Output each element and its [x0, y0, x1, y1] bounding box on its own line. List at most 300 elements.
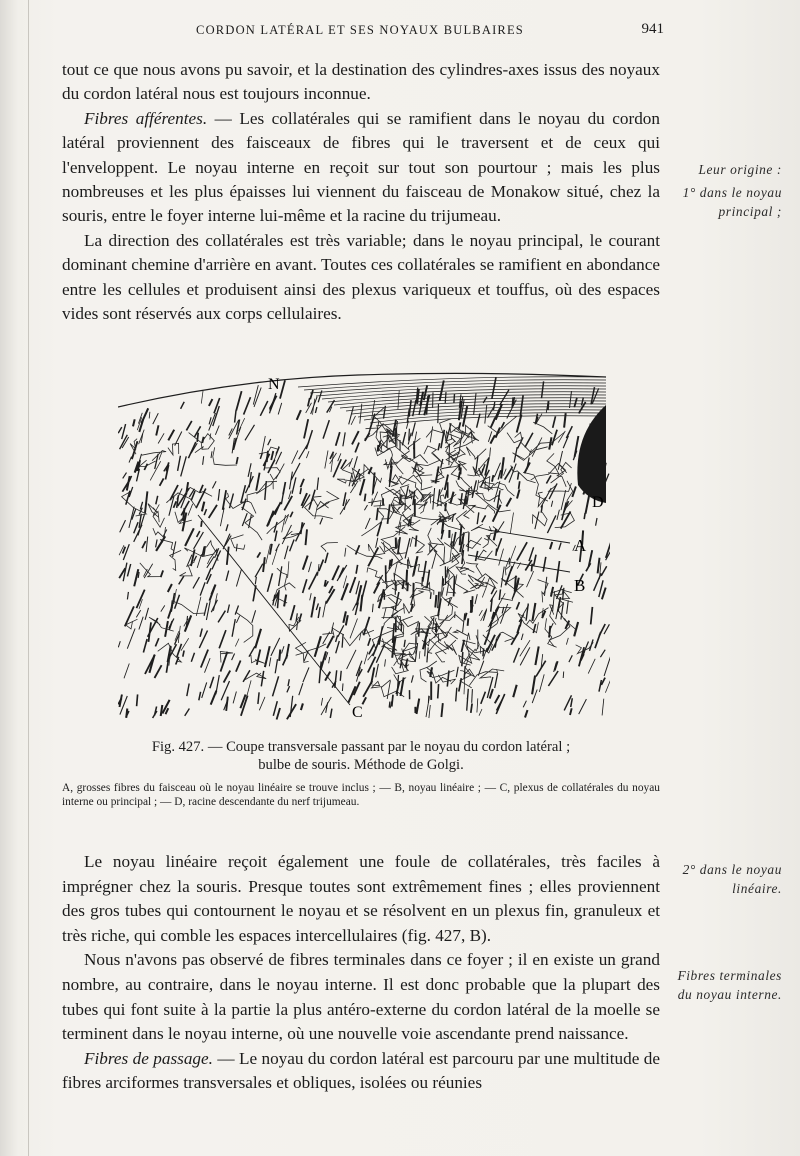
- fiber-stroke: [482, 515, 486, 522]
- fiber-stroke: [161, 605, 165, 611]
- fiber-stroke: [255, 564, 263, 578]
- fiber-stroke: [233, 692, 236, 704]
- fiber-stroke: [169, 619, 174, 629]
- fiber-stroke: [419, 651, 420, 659]
- fiber-stroke: [499, 589, 500, 600]
- fiber-stroke: [495, 639, 496, 648]
- fiber-stroke: [252, 610, 256, 623]
- collateral-branch: [476, 493, 511, 512]
- fiber-stroke: [201, 521, 202, 527]
- fiber-stroke: [463, 613, 465, 632]
- fiber-stroke: [332, 566, 339, 581]
- fiber-stroke: [430, 426, 433, 442]
- fiber-stroke: [282, 646, 285, 653]
- fiber-stroke: [351, 416, 355, 425]
- fiber-stroke: [327, 636, 333, 648]
- fiber-stroke: [373, 638, 380, 656]
- fiber-stroke: [557, 585, 563, 599]
- fiber-stroke: [551, 501, 552, 507]
- fiber-stroke: [245, 425, 255, 441]
- fiber-stroke: [444, 546, 445, 564]
- fiber-stroke: [118, 427, 122, 433]
- fiber-stroke: [229, 429, 233, 436]
- fiber-stroke: [492, 475, 493, 482]
- fiber-stroke: [303, 667, 309, 682]
- fiber-stroke: [552, 430, 557, 446]
- fiber-stroke: [494, 402, 495, 410]
- fiber-stroke: [471, 704, 472, 713]
- fiber-stroke: [311, 597, 315, 618]
- fiber-stroke: [481, 692, 486, 704]
- fiber-stroke: [161, 570, 163, 577]
- fiber-stroke: [320, 518, 323, 525]
- fiber-stroke: [297, 410, 301, 420]
- fiber-stroke: [267, 511, 274, 526]
- fiber-stroke: [211, 691, 217, 705]
- fiber-stroke: [317, 478, 318, 490]
- fiber-stroke: [567, 600, 569, 614]
- margin-note-terminal: Fibres terminales du noyau interne.: [677, 968, 782, 1002]
- fiber-stroke: [404, 640, 405, 647]
- fiber-stroke: [236, 457, 237, 464]
- fiber-stroke: [262, 436, 265, 453]
- fiber-stroke: [200, 582, 205, 595]
- fiber-stroke: [378, 624, 385, 642]
- fiber-stroke: [456, 688, 457, 702]
- fiber-stroke: [306, 451, 309, 458]
- fiber-stroke: [199, 692, 201, 701]
- fiber-stroke: [272, 549, 277, 565]
- fiber-stroke: [539, 674, 544, 692]
- fiber-stroke: [168, 430, 174, 441]
- fiber-stroke: [129, 507, 134, 528]
- fiber-stroke: [356, 565, 358, 574]
- fiber-stroke: [372, 604, 373, 612]
- fiber-stroke: [204, 603, 207, 616]
- fiber-stroke: [310, 593, 312, 600]
- collateral-branch: [413, 468, 432, 477]
- fiber-stroke: [441, 703, 442, 717]
- collateral-branch: [410, 537, 424, 553]
- fiber-stroke: [549, 437, 551, 449]
- figure-legend: A, grosses fibres du faisceau où le noyau linéaire se trouve inclus ; — B, noyau linéaire ; — C, plexus de collatérales du noyau interne ou principal ; — D, racine descendante du nerf trijumeau.: [62, 782, 660, 808]
- fiber-stroke: [591, 607, 593, 625]
- fiber-stroke: [602, 588, 606, 600]
- collateral-branch: [424, 446, 444, 464]
- collateral-branch: [439, 613, 464, 622]
- fiber-stroke: [226, 571, 229, 581]
- fiber-stroke: [214, 398, 220, 413]
- fiber-stroke: [563, 672, 564, 679]
- fiber-stroke: [520, 647, 530, 665]
- fiber-stroke: [542, 381, 544, 398]
- fiber-stroke: [510, 513, 513, 534]
- fiber-stroke: [553, 416, 556, 428]
- fiber-stroke: [472, 480, 476, 498]
- fiber-stroke: [559, 543, 561, 550]
- paragraph-4: Le noyau linéaire reçoit également une foule de collatérales, très faciles à imprégner chez la souris. Presque toutes sont extrêmement fines ; elles proviennent des gros tubes qui contournent le noyau et se résolvent en un plexus fin, granuleux et très riche, qui comble les espaces intercellulaires (fig. 427, B).: [62, 852, 660, 945]
- fiber-stroke: [303, 579, 307, 593]
- fiber-stroke: [596, 518, 597, 526]
- collateral-branch: [241, 507, 262, 540]
- fiber-stroke: [416, 535, 417, 546]
- fiber-stroke: [318, 607, 320, 618]
- collateral-branch: [527, 608, 549, 625]
- fiber-stroke: [412, 422, 416, 436]
- fiber-stroke: [275, 531, 277, 542]
- fiber-stroke: [479, 709, 482, 716]
- fiber-stroke: [566, 426, 572, 438]
- fiber-stroke: [360, 404, 362, 424]
- fiber-stroke: [310, 390, 313, 399]
- collateral-branch: [538, 580, 549, 603]
- fiber-stroke: [436, 623, 437, 632]
- fiber-stroke: [582, 397, 584, 405]
- fiber-stroke: [509, 464, 516, 483]
- collateral-branch: [213, 447, 237, 465]
- fiber-stroke: [259, 697, 265, 710]
- fiber-stroke: [495, 673, 498, 688]
- margin-note-linear: 2° dans le noyau linéaire.: [682, 862, 782, 896]
- fiber-stroke: [126, 709, 127, 718]
- running-header: [60, 20, 664, 42]
- fiber-stroke: [340, 671, 341, 681]
- fiber-stroke: [181, 402, 185, 409]
- fiber-stroke: [527, 571, 534, 587]
- fiber-stroke: [336, 635, 338, 642]
- fiber-stroke: [257, 552, 260, 557]
- fiber-stroke: [127, 564, 130, 576]
- margin-note-2: 1° dans le noyau principal ;: [682, 185, 782, 219]
- fiber-stroke: [210, 677, 214, 689]
- fiber-stroke: [599, 680, 601, 692]
- fiber-stroke: [226, 524, 228, 531]
- collateral-branch: [513, 447, 548, 461]
- fiber-stroke: [188, 504, 193, 516]
- fiber-stroke: [350, 577, 356, 593]
- fiber-stroke: [532, 437, 542, 456]
- fiber-stroke: [263, 454, 269, 466]
- collateral-branch: [372, 681, 382, 688]
- fiber-stroke: [329, 657, 330, 663]
- collateral-branch: [446, 452, 459, 463]
- fiber-stroke: [347, 650, 356, 669]
- fiber-stroke: [134, 522, 138, 533]
- fiber-stroke: [377, 508, 379, 520]
- fiber-stroke: [335, 670, 337, 688]
- fiber-stroke: [155, 665, 162, 678]
- fiber-stroke: [534, 555, 536, 566]
- fiber-stroke: [402, 432, 405, 445]
- fiber-stroke: [524, 462, 530, 473]
- fiber-stroke: [475, 594, 477, 604]
- fiber-stroke: [137, 694, 138, 706]
- fiber-stroke: [144, 464, 147, 470]
- fiber-stroke: [300, 488, 301, 494]
- fiber-stroke: [160, 478, 164, 485]
- fiber-stroke: [355, 443, 359, 453]
- fiber-stroke: [468, 532, 469, 551]
- fiber-stroke: [547, 515, 556, 533]
- fiber-stroke: [236, 616, 239, 623]
- paragraph-3: La direction des collatérales est très variable; dans le noyau principal, le courant dominant chemine d'arrière en avant. Toutes ces collatérales se ramifient en abondance entre les cellules et produisent ainsi des plexus variqueux et touffus, où des espaces vides sont réservés aux corps cellulaires.: [62, 230, 660, 324]
- fiber-stroke: [551, 587, 553, 597]
- fiber-stroke: [291, 605, 295, 620]
- collateral-branch: [558, 604, 576, 635]
- collateral-branch: [480, 669, 504, 678]
- page-number: 941: [641, 21, 664, 37]
- fiber-stroke: [523, 701, 526, 708]
- fiber-stroke: [390, 466, 392, 483]
- fiber-stroke: [548, 671, 558, 686]
- fiber-stroke: [602, 699, 604, 716]
- fiber-stroke: [136, 610, 140, 617]
- collateral-branch: [394, 674, 406, 682]
- fiber-stroke: [336, 432, 340, 446]
- collateral-branch: [445, 597, 458, 607]
- golgi-stain-illustration: [118, 365, 610, 725]
- fiber-stroke: [477, 512, 479, 524]
- fiber-stroke: [433, 488, 435, 510]
- fiber-stroke: [325, 580, 326, 587]
- fiber-stroke: [245, 680, 251, 701]
- fiber-stroke: [228, 605, 230, 613]
- fiber-stroke: [472, 689, 473, 703]
- fiber-stroke: [516, 602, 519, 609]
- fiber-stroke: [257, 650, 261, 665]
- fiber-stroke: [268, 439, 271, 445]
- heading-fibres-afferentes: Fibres afférentes.: [84, 108, 208, 128]
- fiber-stroke: [284, 595, 286, 607]
- fiber-stroke: [477, 698, 478, 712]
- collateral-branch: [532, 512, 547, 526]
- fiber-stroke: [495, 695, 500, 703]
- fiber-stroke: [479, 610, 482, 616]
- fiber-stroke: [155, 638, 158, 646]
- fiber-stroke: [491, 418, 495, 428]
- fiber-stroke: [201, 650, 208, 668]
- fiber-stroke: [127, 592, 128, 600]
- fiber-stroke: [435, 595, 436, 608]
- text-block-top: [62, 58, 660, 326]
- fiber-stroke: [387, 681, 390, 699]
- fiber-stroke: [430, 592, 431, 599]
- fiber-stroke: [549, 626, 550, 638]
- fiber-stroke: [506, 498, 511, 507]
- fiber-stroke: [532, 676, 535, 695]
- fiber-stroke: [183, 651, 184, 657]
- fiber-stroke: [477, 414, 480, 428]
- fiber-stroke: [604, 656, 610, 676]
- label-D: D: [592, 494, 604, 511]
- fiber-stroke: [462, 652, 463, 666]
- fiber-stroke: [352, 431, 359, 444]
- fiber-stroke: [520, 640, 530, 656]
- fiber-stroke: [350, 619, 358, 639]
- fiber-stroke: [376, 646, 384, 663]
- fiber-stroke: [423, 561, 426, 582]
- collateral-branch: [442, 461, 467, 471]
- fiber-stroke: [405, 538, 410, 558]
- collateral-branch: [452, 449, 465, 461]
- fiber-stroke: [127, 476, 130, 490]
- fiber-stroke: [330, 709, 332, 718]
- fiber-stroke: [432, 552, 437, 569]
- fiber-stroke: [315, 505, 318, 519]
- fiber-stroke: [299, 683, 303, 695]
- fiber-stroke: [271, 451, 273, 460]
- fiber-stroke: [179, 576, 184, 584]
- fiber-stroke: [388, 504, 390, 524]
- fiber-stroke: [268, 460, 275, 473]
- fiber-stroke: [319, 560, 324, 572]
- fiber-stroke: [392, 695, 393, 707]
- fiber-stroke: [158, 433, 164, 443]
- page-gutter-line: [28, 0, 29, 1156]
- fiber-stroke: [343, 432, 345, 446]
- section-edge: [118, 373, 606, 407]
- fiber-stroke: [588, 659, 595, 674]
- fiber-stroke: [342, 634, 343, 648]
- fiber-stroke: [188, 442, 195, 458]
- fiber-stroke: [232, 654, 235, 661]
- fiber-stroke: [279, 566, 282, 586]
- fiber-stroke: [287, 686, 290, 692]
- fiber-stroke: [161, 705, 163, 716]
- fiber-stroke: [193, 577, 199, 588]
- fiber-stroke: [223, 490, 226, 510]
- collateral-branch: [426, 419, 451, 438]
- fiber-stroke: [368, 638, 371, 646]
- fiber-stroke: [453, 532, 456, 546]
- fiber-stroke: [376, 664, 379, 677]
- fiber-stroke: [202, 502, 204, 512]
- collateral-branch: [313, 496, 329, 508]
- fiber-stroke: [173, 541, 176, 557]
- fiber-stroke: [566, 638, 568, 645]
- collateral-branch: [220, 652, 233, 663]
- fiber-stroke: [438, 684, 439, 698]
- fiber-stroke: [197, 531, 200, 537]
- fiber-stroke: [127, 629, 135, 649]
- fiber-stroke: [345, 548, 346, 557]
- collateral-branch: [347, 545, 383, 558]
- fiber-stroke: [304, 419, 308, 438]
- fiber-stroke: [454, 576, 455, 596]
- collateral-branch: [168, 443, 179, 455]
- fiber-stroke: [153, 413, 159, 424]
- fiber-stroke: [218, 489, 219, 501]
- fiber-stroke: [595, 632, 601, 648]
- fiber-stroke: [277, 708, 280, 720]
- fiber-stroke: [564, 413, 566, 428]
- fiber-stroke: [275, 502, 281, 515]
- collateral-branch: [393, 548, 407, 554]
- fiber-stroke: [517, 542, 527, 560]
- fiber-stroke: [194, 556, 197, 562]
- fiber-stroke: [315, 407, 317, 413]
- collateral-branch: [184, 548, 214, 557]
- fiber-stroke: [325, 451, 328, 469]
- fiber-stroke: [438, 443, 440, 450]
- collateral-branch: [426, 627, 458, 640]
- fiber-stroke: [243, 670, 250, 682]
- fiber-stroke: [209, 399, 213, 406]
- fiber-stroke: [181, 638, 189, 651]
- paragraph-6-text: — Le noyau du cordon latéral est parcouru par une multitude de fibres arciformes transversales et obliques, isolées ou réunies: [62, 1048, 660, 1093]
- fiber-stroke: [456, 667, 458, 677]
- fiber-stroke: [496, 404, 502, 419]
- fiber-stroke: [258, 692, 259, 704]
- fiber-stroke: [365, 518, 370, 529]
- paragraph-2-text: — Les collatérales qui se ramifient dans le noyau du cordon latéral proviennent des faisceaux de fibres qui le traversent et de ceux qui l'enveloppent. Le noyau interne en reçoit sur tout son pourtour ; mais les plus nombreuses et les plus épaisses lui viennent du faisceau de Monakow situé, chez la souris, entre le foyer interne lui-même et la racine du trijumeau.: [62, 108, 660, 226]
- fiber-stroke: [306, 529, 308, 545]
- fiber-stroke: [123, 544, 129, 560]
- fiber-stroke: [221, 652, 228, 672]
- fiber-stroke: [139, 617, 143, 630]
- collateral-branch: [428, 543, 445, 564]
- collateral-branch: [408, 557, 430, 572]
- fiber-stroke: [292, 450, 298, 463]
- fiber-stroke: [454, 394, 455, 403]
- fiber-stroke: [236, 569, 241, 586]
- fiber-stroke: [284, 496, 292, 510]
- fiber-stroke: [574, 398, 577, 408]
- fiber-stroke: [260, 401, 268, 416]
- fiber-stroke: [181, 456, 187, 476]
- collateral-branch: [385, 595, 401, 606]
- fiber-stroke: [319, 662, 321, 684]
- fiber-stroke: [309, 572, 318, 590]
- fiber-stroke: [143, 639, 147, 653]
- fiber-stroke: [341, 583, 348, 600]
- fiber-stroke: [290, 512, 293, 518]
- fiber-stroke: [290, 472, 293, 490]
- fiber-stroke: [191, 653, 194, 662]
- fiber-stroke: [273, 701, 277, 716]
- fiber-stroke: [212, 481, 216, 488]
- fiber-stroke: [521, 634, 523, 640]
- fiber-stroke: [235, 639, 239, 647]
- fiber-stroke: [536, 661, 546, 677]
- fiber-stroke: [185, 528, 194, 546]
- fiber-stroke: [120, 695, 122, 708]
- fiber-stroke: [244, 397, 251, 414]
- fiber-stroke: [290, 540, 295, 552]
- fiber-stroke: [292, 477, 296, 493]
- fiber-stroke: [270, 393, 276, 413]
- paragraph-2: [62, 107, 660, 229]
- fiber-stroke: [417, 699, 420, 714]
- collateral-branch: [393, 490, 411, 510]
- fiber-stroke: [283, 482, 285, 494]
- collateral-branch: [231, 535, 245, 550]
- collateral-branch: [401, 455, 423, 472]
- fiber-stroke: [553, 591, 555, 611]
- fiber-stroke: [156, 540, 158, 548]
- fiber-stroke: [236, 391, 241, 411]
- fiber-stroke: [532, 564, 533, 572]
- fiber-stroke: [490, 689, 493, 699]
- fiber-stroke: [411, 675, 413, 682]
- fiber-stroke: [333, 459, 341, 477]
- fiber-stroke: [308, 398, 310, 406]
- fiber-stroke: [296, 523, 305, 542]
- fiber-stroke: [275, 659, 277, 673]
- fiber-stroke: [361, 595, 363, 612]
- collateral-branch: [444, 532, 469, 549]
- fiber-stroke: [280, 380, 285, 398]
